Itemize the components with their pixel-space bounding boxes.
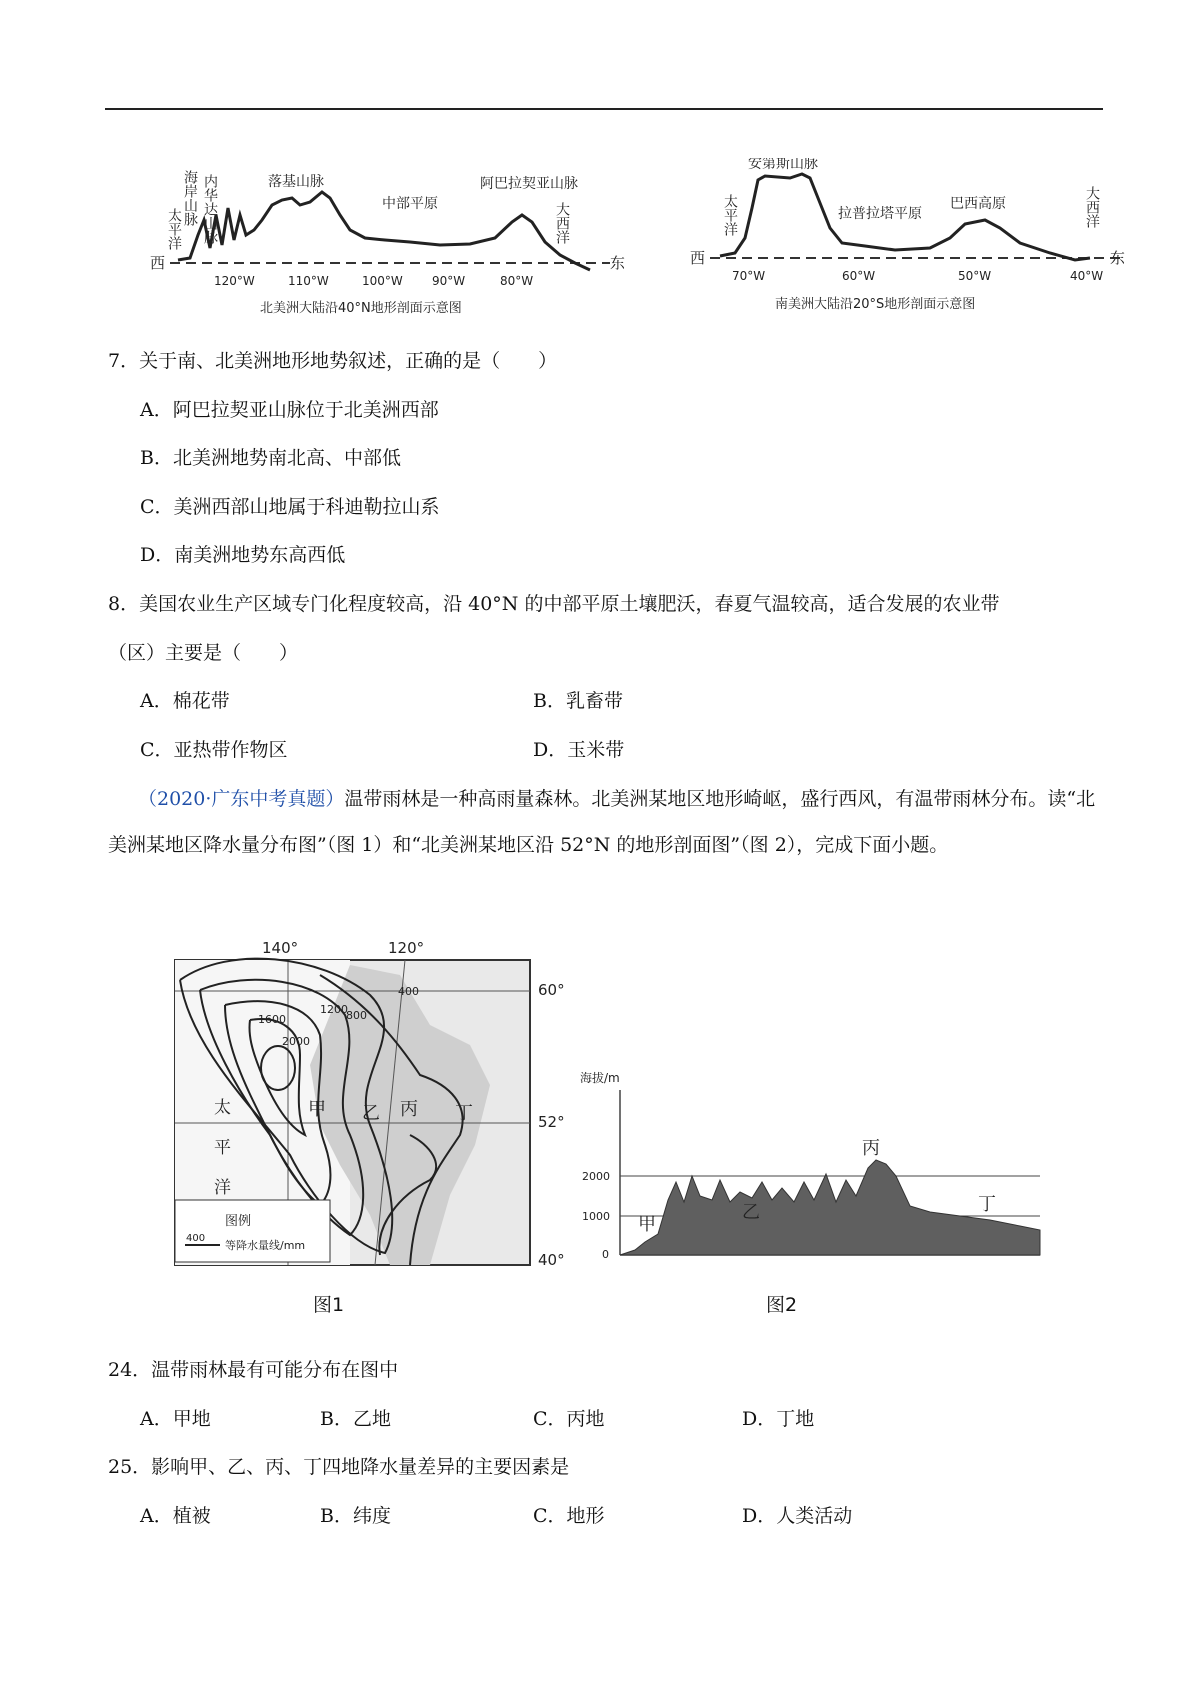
profile-place-jia: 甲 <box>638 1214 656 1235</box>
na-label-plain: 中部平原 <box>382 196 438 212</box>
sa-tick-2: 60°W <box>842 269 876 283</box>
sa-label-laplata: 拉普拉塔平原 <box>838 206 922 222</box>
sa-east-label: 东 <box>1110 249 1126 267</box>
na-tick-3: 100°W <box>362 274 403 288</box>
na-tick-4: 90°W <box>432 274 466 288</box>
na-label-coast: 海岸山脉 <box>182 170 198 226</box>
map-lat-40: 40° <box>538 1251 565 1269</box>
map-place-ding: 丁 <box>455 1103 473 1124</box>
passage-text: 温带雨林是一种高雨量森林。北美洲某地区地形崎岖，盛行西风，有温带雨林分布。读“北美洲某地区降水量分布图”（图 1）和“北美洲某地区沿 52°N 的地形剖面图”（图 2），完成下面小题。 <box>108 788 1096 856</box>
q7-option-a[interactable]: A．阿巴拉契亚山脉位于北美洲西部 <box>140 399 439 421</box>
na-ocean-pacific: 太平洋 <box>166 208 182 250</box>
q7-option-d[interactable]: D．南美洲地势东高西低 <box>140 544 346 566</box>
q25-stem: 25．影响甲、乙、丙、丁四地降水量差异的主要因素是 <box>108 1456 570 1478</box>
q24-option-c[interactable]: C．丙地 <box>533 1408 605 1430</box>
q25-option-b[interactable]: B．纬度 <box>320 1505 391 1527</box>
map-lon-140: 140° <box>262 939 299 957</box>
na-label-rocky: 落基山脉 <box>268 174 324 190</box>
map-place-yi: 乙 <box>362 1103 380 1124</box>
na-tick-5: 80°W <box>500 274 534 288</box>
profile-place-ding: 丁 <box>978 1194 996 1215</box>
na-profile-figure <box>150 160 630 324</box>
na-label-nevada: 内华达山脉 <box>202 174 218 244</box>
q25-option-c[interactable]: C．地形 <box>533 1505 605 1527</box>
q7-option-b[interactable]: B．北美洲地势南北高、中部低 <box>140 447 401 469</box>
sa-ocean-pacific: 太平洋 <box>722 194 738 236</box>
q24-option-d[interactable]: D．丁地 <box>742 1408 815 1430</box>
profile-ytick-0: 0 <box>602 1248 609 1261</box>
na-label-appalachian: 阿巴拉契亚山脉 <box>480 176 578 192</box>
map-lat-60: 60° <box>538 981 565 999</box>
q24-option-b[interactable]: B．乙地 <box>320 1408 391 1430</box>
na-east-label: 东 <box>610 254 626 272</box>
map-ocean-2: 平 <box>214 1138 231 1158</box>
sa-caption: 南美洲大陆沿20°S地形剖面示意图 <box>775 297 976 312</box>
sa-tick-1: 70°W <box>732 269 766 283</box>
header-rule <box>105 108 1103 110</box>
q8-stem-line2: （区）主要是（ ） <box>108 642 299 664</box>
q8-stem-line1: 8．美国农业生产区域专门化程度较高，沿 40°N 的中部平原土壤肥沃，春夏气温较高，适合发展的农业带 <box>108 593 1000 615</box>
map-legend-title: 图例 <box>225 1214 252 1229</box>
passage-source[interactable]: （2020·广东中考真题） <box>138 788 345 810</box>
precipitation-map <box>170 935 590 1279</box>
map-lat-52: 52° <box>538 1113 565 1131</box>
sa-label-andes: 安第斯山脉 <box>748 158 818 172</box>
q8-option-b[interactable]: B．乳畜带 <box>533 690 623 712</box>
map-lon-120: 120° <box>388 939 425 957</box>
sa-ocean-atlantic: 大西洋 <box>1084 186 1100 228</box>
profile-ytick-2000: 2000 <box>582 1170 610 1183</box>
profile-caption: 图2 <box>766 1294 798 1316</box>
map-ocean-1: 太 <box>214 1098 231 1118</box>
na-west-label: 西 <box>150 254 166 272</box>
na-tick-1: 120°W <box>214 274 255 288</box>
na-caption: 北美洲大陆沿40°N地形剖面示意图 <box>260 301 462 316</box>
map-caption: 图1 <box>313 1294 345 1316</box>
map-isohyet-1600: 1600 <box>258 1013 286 1026</box>
q7-option-c[interactable]: C．美洲西部山地属于科迪勒拉山系 <box>140 496 440 518</box>
q8-option-d[interactable]: D．玉米带 <box>533 739 625 761</box>
na-ocean-atlantic: 大西洋 <box>554 202 570 244</box>
passage <box>108 776 1098 868</box>
terrain-profile <box>580 1050 1050 1274</box>
sa-west-label: 西 <box>690 249 706 267</box>
sa-profile-figure <box>690 158 1130 322</box>
q25-option-d[interactable]: D．人类活动 <box>742 1505 853 1527</box>
map-isohyet-2000: 2000 <box>282 1035 310 1048</box>
map-isohyet-400: 400 <box>398 985 419 998</box>
profile-ylabel: 海拔/m <box>580 1071 620 1085</box>
map-ocean-3: 洋 <box>214 1178 231 1198</box>
q24-stem: 24．温带雨林最有可能分布在图中 <box>108 1359 399 1381</box>
na-tick-2: 110°W <box>288 274 329 288</box>
q24-option-a[interactable]: A．甲地 <box>140 1408 211 1430</box>
map-isohyet-1200: 1200 <box>320 1003 348 1016</box>
q7-stem: 7．关于南、北美洲地形地势叙述，正确的是（ ） <box>108 350 558 372</box>
sa-tick-4: 40°W <box>1070 269 1104 283</box>
q25-option-a[interactable]: A．植被 <box>140 1505 211 1527</box>
map-legend-text: 等降水量线/mm <box>225 1239 306 1252</box>
map-place-bing: 丙 <box>400 1099 418 1120</box>
q8-option-c[interactable]: C．亚热带作物区 <box>140 739 288 761</box>
map-place-jia: 甲 <box>308 1099 326 1120</box>
map-legend-sample: 400 <box>186 1233 206 1244</box>
profile-place-bing: 丙 <box>862 1138 880 1159</box>
q8-option-a[interactable]: A．棉花带 <box>140 690 230 712</box>
profile-ytick-1000: 1000 <box>582 1210 610 1223</box>
map-isohyet-800: 800 <box>346 1009 367 1022</box>
sa-label-brazil: 巴西高原 <box>950 196 1006 212</box>
sa-tick-3: 50°W <box>958 269 992 283</box>
profile-place-yi: 乙 <box>742 1202 760 1223</box>
